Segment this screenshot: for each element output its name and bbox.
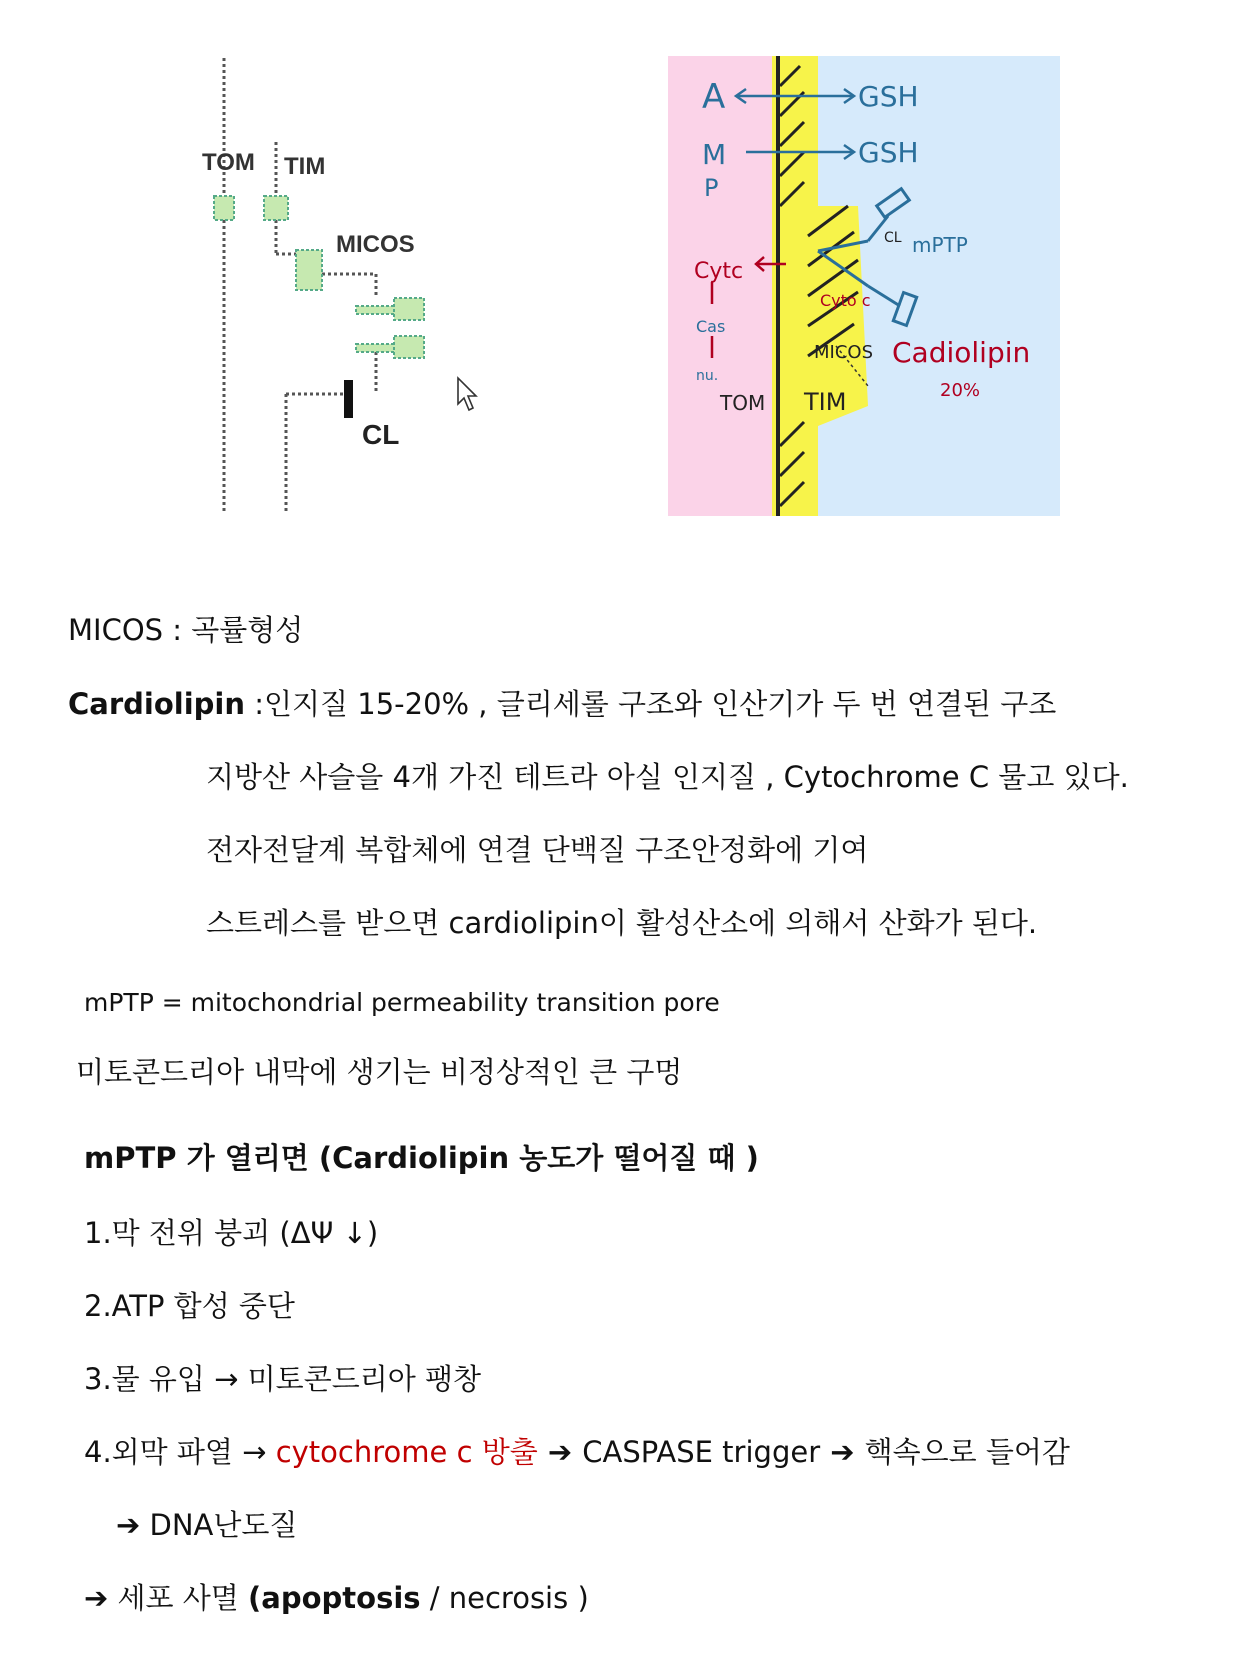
cardiolipin-line xyxy=(68,686,1056,722)
label-tim: TIM xyxy=(284,153,326,180)
label-micos: MICOS xyxy=(336,231,415,258)
cardiolipin-line-2: 지방산 사슬을 4개 가진 테트라 아실 인지질 , Cytochrome C 물고 있다. xyxy=(206,760,1129,794)
cl-bar xyxy=(344,380,353,418)
cardiolipin-label: Cardiolipin xyxy=(68,687,246,721)
label-cytc-left: Cytc xyxy=(694,259,744,284)
cytochrome-release: cytochrome c 방출 xyxy=(275,1435,538,1469)
mptp-korean: 미토콘드리아 내막에 생기는 비정상적인 큰 구멍 xyxy=(76,1055,683,1089)
label-cas: Cas xyxy=(696,317,726,336)
micos-line: MICOS : 곡률형성 xyxy=(68,613,304,647)
label-cardiolipin: Cadiolipin xyxy=(892,336,1031,369)
tom-box xyxy=(214,196,234,220)
label-tim-right: TIM xyxy=(804,388,847,416)
membrane-schematic xyxy=(186,58,601,514)
arrow-icon: ➔ xyxy=(820,1435,865,1469)
hand-drawn-sketch xyxy=(668,56,1060,516)
label-cl: CL xyxy=(362,419,400,450)
mptp-definition: mPTP = mitochondrial permeability transition pore xyxy=(84,988,720,1017)
list-item-1: 1.막 전위 붕괴 (ΔΨ ↓) xyxy=(84,1216,379,1250)
cardiolipin-desc: :인지질 15-20% , 글리세롤 구조와 인산기가 두 번 연결된 구조 xyxy=(245,687,1057,721)
label-mptp: mPTP xyxy=(912,233,968,257)
diagram-left xyxy=(186,58,601,514)
diagram-right xyxy=(668,56,1060,516)
list-item-4: 4.외막 파열 → cytochrome c 방출 ➔ CASPASE trigger ➔ 핵속으로 들어감 xyxy=(84,1435,1070,1469)
list-item-2: 2.ATP 합성 중단 xyxy=(84,1289,295,1323)
arrow-icon: ➔ xyxy=(84,1581,109,1615)
list-item-3: 3.물 유입 → 미토콘드리아 팽창 xyxy=(84,1362,481,1396)
label-micos-right: MICOS xyxy=(814,342,874,363)
label-gsh-1: GSH xyxy=(858,80,919,113)
micos-part xyxy=(394,336,424,358)
tim-box xyxy=(264,196,288,220)
label-20pct: 20% xyxy=(940,380,981,401)
label-p: P xyxy=(704,174,719,202)
label-tom: TOM xyxy=(202,149,255,176)
cursor-icon xyxy=(458,378,476,410)
label-cl-right: CL xyxy=(884,230,902,246)
label-cytc-mid: Cyto c xyxy=(820,291,871,310)
arrow-icon: ➔ xyxy=(116,1508,141,1542)
micos-box xyxy=(296,250,322,290)
cell-death-line: ➔ 세포 사멸 (apoptosis / necrosis ) xyxy=(84,1581,589,1615)
cardiolipin-line-4: 스트레스를 받으면 cardiolipin이 활성산소에 의해서 산화가 된다. xyxy=(206,906,1038,940)
label-nu: nu. xyxy=(696,368,719,384)
arrow-icon: ➔ xyxy=(537,1435,583,1469)
label-m: M xyxy=(702,138,727,171)
dna-line: ➔ DNA난도질 xyxy=(116,1508,298,1542)
label-a: A xyxy=(702,77,726,117)
cardiolipin-line-3: 전자전달계 복합체에 연결 단백질 구조안정화에 기여 xyxy=(206,833,869,867)
label-tom-right: TOM xyxy=(720,391,766,415)
mptp-open-heading: mPTP 가 열리면 (Cardiolipin 농도가 떨어질 때 ) xyxy=(84,1141,759,1175)
micos-part xyxy=(394,298,424,320)
label-gsh-2: GSH xyxy=(858,136,919,169)
